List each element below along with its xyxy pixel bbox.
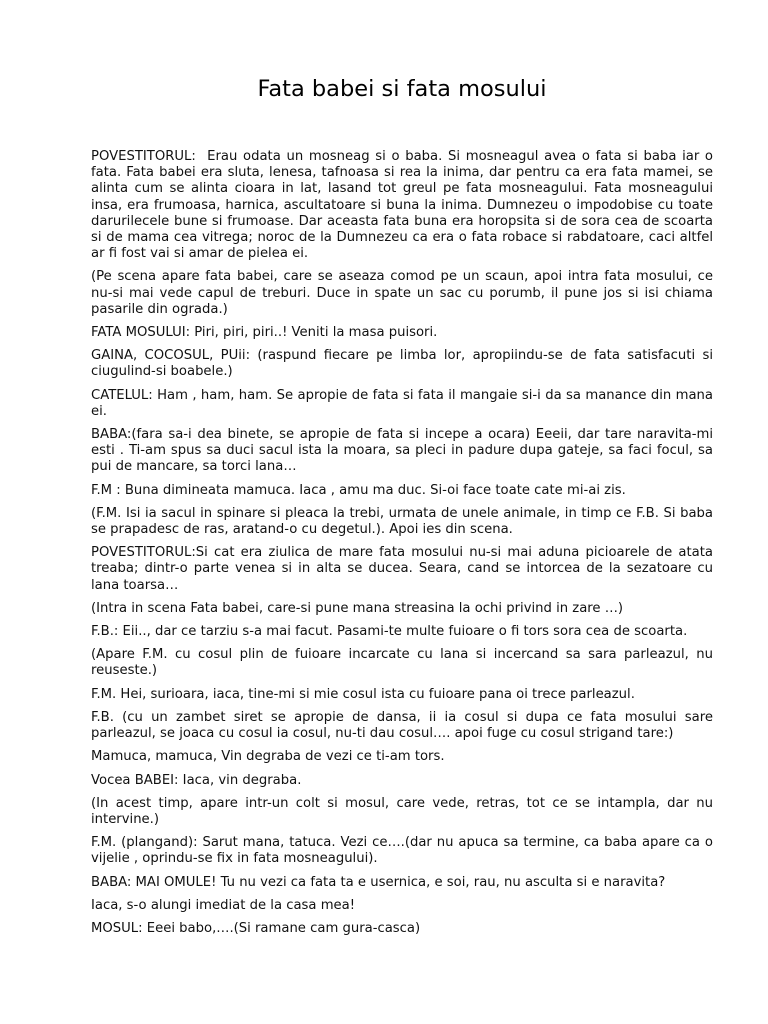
paragraph-narrator-intro: POVESTITORUL: Erau odata un mosneag si o baba. Si mosneagul avea o fata si baba iar o fata. Fata babei era sluta, lenesa, tafnoasa si rea la inima, dar pentru ca era fata mamei, se alinta cum se alinta cioara in lat, lasand tot greul pe fata mosneagului. Fata mosneagului insa, era frumoasa, harnica, ascultatoare si buna la inima. Dumnezeu o impodobise cu toate darurilecele bune si frumoase. Dar aceasta fata buna era horopsita si de sora cea de scoarta si de mama cea vitrega; noroc de la Dumnezeu ca era o fata robace si rabdatoare, caci altfel ar fi fost vai si amar de pielea ei. [91, 149, 718, 262]
document-page [91, 0, 718, 944]
paragraph-stage-direction: (Apare F.M. cu cosul plin de fuioare incarcate cu lana si incercand sa sara parleazul, nu reuseste.) [91, 647, 718, 679]
paragraph-dialogue: F.B.: Eii.., dar ce tarziu s-a mai facut. Pasami-te multe fuioare o fi tors sora cea de scoarta. [91, 624, 688, 640]
document-body [91, 149, 718, 937]
paragraph-dialogue: Iaca, s-o alungi imediat de la casa mea! [91, 897, 356, 913]
paragraph-dialogue: GAINA, COCOSUL, PUii: (raspund fiecare pe limba lor, apropiindu-se de fata satisfacuti si ciugulind-si boabele.) [91, 348, 718, 380]
paragraph-dialogue: BABA: MAI OMULE! Tu nu vezi ca fata ta e usernica, e soi, rau, nu asculta si e naravita? [91, 874, 666, 890]
paragraph-dialogue: Mamuca, mamuca, Vin degraba de vezi ce ti-am tors. [91, 749, 445, 765]
paragraph-stage-direction: (Pe scena apare fata babei, care se aseaza comod pe un scaun, apoi intra fata mosului, ce nu-si mai vede capul de treburi. Duce in spate un sac cu porumb, il pune jos si isi chiama pasarile din ograda.) [91, 269, 718, 317]
paragraph-dialogue: Vocea BABEI: Iaca, vin degraba. [91, 772, 302, 788]
document-title: Fata babei si fata mosului [257, 76, 547, 102]
paragraph-dialogue: F.M : Buna dimineata mamuca. Iaca , amu ma duc. Si-oi face toate cate mi-ai zis. [91, 482, 626, 498]
paragraph-stage-direction: (Intra in scena Fata babei, care-si pune mana streasina la ochi privind in zare …) [91, 600, 624, 616]
paragraph-dialogue: BABA:(fara sa-i dea binete, se apropie de fata si incepe a ocara) Eeeii, dar tare naravita-mi esti . Ti-am spus sa duci sacul ista la moara, sa pleci in padure dupa gateje, sa faci focul, sa pui de mancare, sa torci lana… [91, 427, 718, 475]
paragraph-stage-direction: (In acest timp, apare intr-un colt si mosul, care vede, retras, tot ce se intampla, dar nu intervine.) [91, 795, 718, 827]
paragraph-dialogue: CATELUL: Ham , ham, ham. Se apropie de fata si fata il mangaie si-i da sa manance din mana ei. [91, 387, 718, 419]
paragraph-stage-direction: (F.M. Isi ia sacul in spinare si pleaca la trebi, urmata de unele animale, in timp ce F.B. Si baba se prapadesc de ras, aratand-o cu degetul.). Apoi ies din scena. [91, 505, 718, 538]
paragraph-dialogue: F.B. (cu un zambet siret se apropie de dansa, ii ia cosul si dupa ce fata mosului sare parleazul, se joaca cu cosul ia cosul, nu-ti dau cosul…. apoi fuge cu cosul strigand tare:) [91, 709, 718, 742]
paragraph-narrator: POVESTITORUL:Si cat era ziulica de mare fata mosului nu-si mai aduna picioarele de atata treaba; dintr-o parte venea si in alta se ducea. Seara, cand se intorcea de la sezatoare cu lana toarsa… [91, 545, 718, 593]
paragraph-dialogue: F.M. Hei, surioara, iaca, tine-mi si mie cosul ista cu fuioare pana oi trece parleazul. [91, 686, 635, 702]
paragraph-dialogue: FATA MOSULUI: Piri, piri, piri..! Veniti la masa puisori. [91, 325, 438, 341]
paragraph-dialogue: F.M. (plangand): Sarut mana, tatuca. Vezi ce….(dar nu apuca sa termine, ca baba apare ca o vijelie , oprindu-se fix in fata mosneagului). [91, 835, 718, 867]
paragraph-dialogue: MOSUL: Eeei babo,….(Si ramane cam gura-casca) [91, 920, 421, 936]
